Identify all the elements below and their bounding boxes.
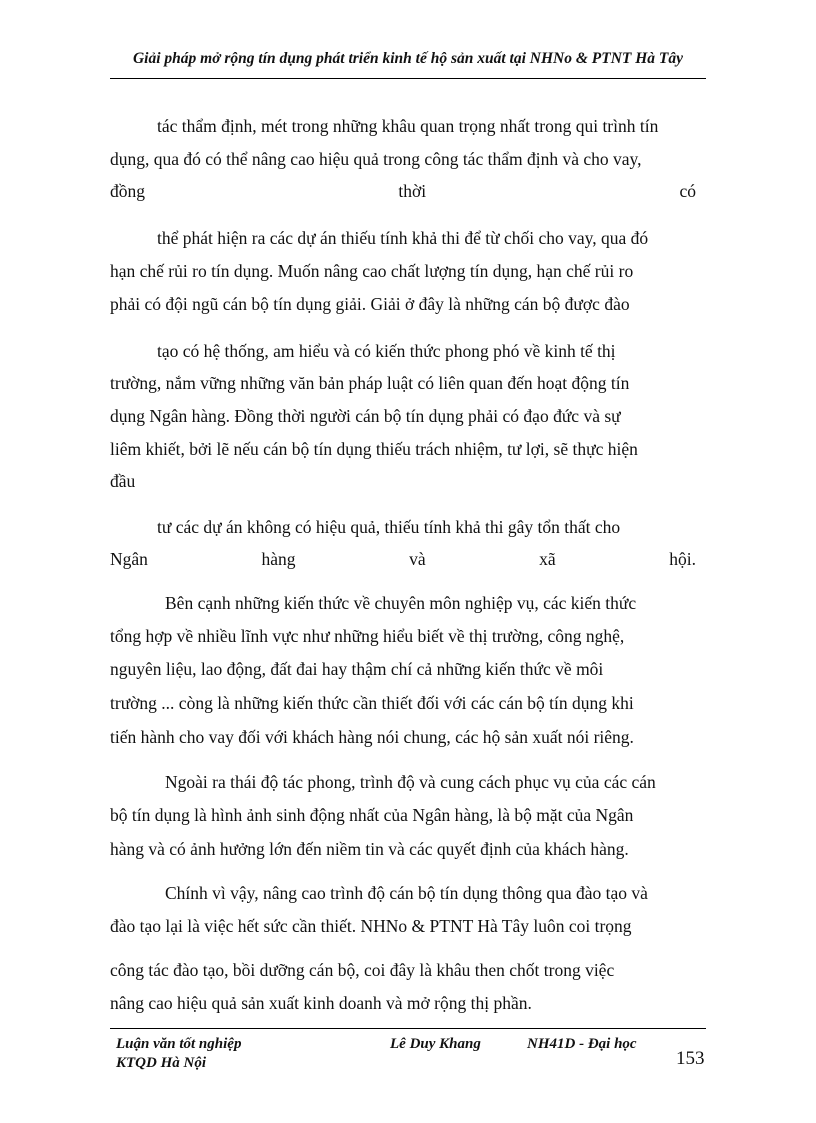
body-line: Chính vì vậy, nâng cao trình độ cán bộ tín dụng thông qua đào tạo và <box>165 883 648 903</box>
body-line: công tác đào tạo, bồi dưỡng cán bộ, coi đây là khâu then chốt trong việc <box>110 960 615 980</box>
page-number: 153 <box>676 1048 705 1069</box>
header-rule <box>110 78 706 79</box>
body-line: trường ... còng là những kiến thức cần thiết đối với các cán bộ tín dụng khi <box>110 693 634 713</box>
body-line: thể phát hiện ra các dự án thiếu tính khả thi để từ chối cho vay, qua đó <box>157 228 649 248</box>
body-line: Ngoài ra thái độ tác phong, trình độ và cung cách phục vụ của các cán <box>165 772 656 792</box>
body-line: tác thẩm định, mét trong những khâu quan trọng nhất trong qui trình tín <box>157 116 659 136</box>
body-line: tổng hợp về nhiều lĩnh vực như những hiểu biết về thị trường, công nghệ, <box>110 626 625 646</box>
body-line: bộ tín dụng là hình ảnh sinh động nhất của Ngân hàng, là bộ mặt của Ngân <box>110 805 634 825</box>
body-line: liêm khiết, bởi lẽ nếu cán bộ tín dụng thiếu trách nhiệm, tư lợi, sẽ thực hiện <box>110 439 638 459</box>
footer-author: Lê Duy Khang <box>390 1036 481 1052</box>
body-line: đầu <box>110 471 136 491</box>
body-line: dụng, qua đó có thể nâng cao hiệu quả trong công tác thẩm định và cho vay, <box>110 149 642 169</box>
footer-university: KTQD Hà Nội <box>116 1055 206 1071</box>
footer-thesis-label: Luận văn tốt nghiệp <box>116 1036 242 1052</box>
footer-class: NH41D - Đại học <box>527 1036 637 1052</box>
footer-rule <box>110 1028 706 1029</box>
body-line: đồng thời có <box>110 181 696 201</box>
body-line: đào tạo lại là việc hết sức cần thiết. NHNo & PTNT Hà Tây luôn coi trọng <box>110 916 632 936</box>
body-line: nâng cao hiệu quả sản xuất kinh doanh và mở rộng thị phần. <box>110 993 532 1013</box>
body-line: Bên cạnh những kiến thức về chuyên môn nghiệp vụ, các kiến thức <box>165 593 637 613</box>
body-line: phải có đội ngũ cán bộ tín dụng giải. Giải ở đây là những cán bộ được đào <box>110 294 630 314</box>
body-line: Ngân hàng và xã hội. <box>110 549 696 569</box>
body-line: tiến hành cho vay đối với khách hàng nói chung, các hộ sản xuất nói riêng. <box>110 727 634 747</box>
body-line: tạo có hệ thống, am hiểu và có kiến thức phong phó về kinh tế thị <box>157 341 616 361</box>
body-line: tư các dự án không có hiệu quả, thiếu tính khả thi gây tổn thất cho <box>157 517 621 537</box>
body-line: hạn chế rủi ro tín dụng. Muốn nâng cao chất lượng tín dụng, hạn chế rủi ro <box>110 261 634 281</box>
running-header: Giải pháp mở rộng tín dụng phát triển kinh tế hộ sản xuất tại NHNo & PTNT Hà Tây <box>132 50 684 67</box>
body-line: trường, nắm vững những văn bản pháp luật có liên quan đến hoạt động tín <box>110 373 630 393</box>
body-line: dụng Ngân hàng. Đồng thời người cán bộ tín dụng phải có đạo đức và sự <box>110 406 621 426</box>
body-line: hàng và có ảnh hưởng lớn đến niềm tin và các quyết định của khách hàng. <box>110 839 629 859</box>
body-line: nguyên liệu, lao động, đất đai hay thậm chí cả những kiến thức về môi <box>110 659 604 679</box>
